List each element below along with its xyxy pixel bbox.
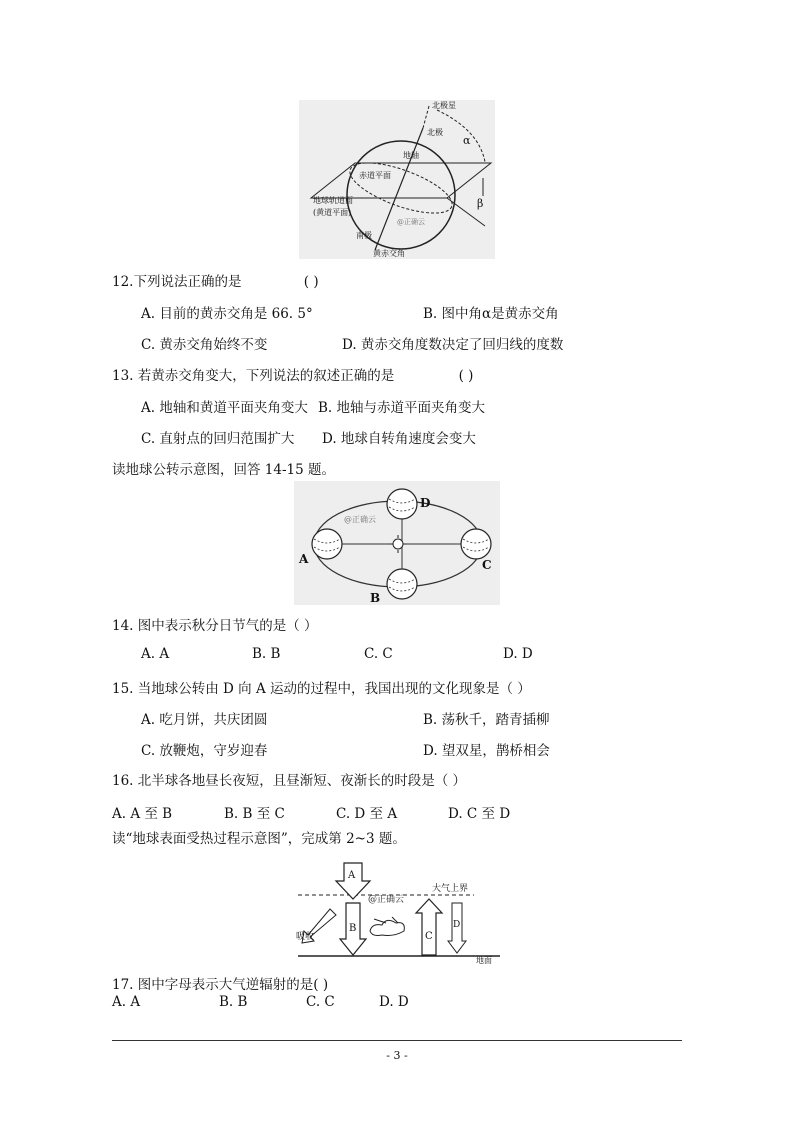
q15-stem: 15. 当地球公转由 D 向 A 运动的过程中，我国出现的文化现象是（ ） (112, 681, 531, 697)
obliquity-figure (299, 100, 495, 259)
fig2-watermark: @正确云 (344, 515, 376, 524)
q12-answer-paren: ( ) (303, 274, 319, 290)
position-d-label: D (420, 496, 431, 510)
obliquity-caption: 黄赤交角 (373, 249, 405, 258)
q16-option-a: A. A 至 B (112, 806, 173, 822)
equator-plane-label: 赤道平面 (359, 171, 391, 180)
fig1-watermark: @正确云 (397, 218, 425, 226)
alpha-label: α (463, 134, 471, 147)
q14-option-b: B. B (252, 646, 281, 662)
arrow-a-label: A (348, 870, 356, 881)
q14-option-d: D. D (503, 646, 533, 662)
arrow-c-label: C (425, 931, 433, 942)
q15-option-b: B. 荡秋千，踏青插柳 (423, 712, 550, 728)
revolution-figure (294, 481, 500, 605)
q15-option-c: C. 放鞭炮，守岁迎春 (141, 743, 268, 759)
q13-option-c: C. 直射点的回归范围扩大 (141, 431, 295, 447)
top-atmosphere-label: 大气上界 (432, 884, 469, 894)
q13-stem-text: 13. 若黄赤交角变大，下列说法的叙述正确的是 (112, 368, 395, 384)
position-b-label: B (370, 591, 381, 605)
q13-option-d: D. 地球自转角速度会变大 (322, 431, 476, 447)
q12-stem-text: 12.下列说法正确的是 (112, 274, 242, 290)
obliquity-diagram (299, 100, 495, 259)
ground-label: 地面 (476, 956, 492, 965)
orbit-plane-label: 地球轨道面 (313, 196, 353, 205)
arrow-b-label: B (349, 923, 357, 934)
intro-17: 读“地球表面受热过程示意图”，完成第 2~3 题。 (112, 831, 406, 847)
q17-stem: 17. 图中字母表示大气逆辐射的是( ) (112, 977, 329, 993)
q16-option-c: C. D 至 A (336, 806, 398, 822)
q15-option-d: D. 望双星，鹊桥相会 (423, 743, 550, 759)
q14-stem: 14. 图中表示秋分日节气的是（ ） (112, 618, 318, 634)
q17-option-b: B. B (219, 994, 248, 1010)
q14-option-a: A. A (141, 646, 170, 662)
heating-diagram (294, 859, 504, 967)
revolution-diagram (294, 481, 500, 605)
page-number: - 3 - (386, 1049, 408, 1062)
axis-label: 地轴 (403, 151, 419, 160)
intro-14-15: 读地球公转示意图，回答 14-15 题。 (112, 462, 336, 478)
south-pole-label: 南极 (356, 231, 372, 240)
q12-option-b: B. 图中角α是黄赤交角 (423, 306, 559, 322)
q13-option-a: A. 地轴和黄道平面夹角变大 (141, 400, 308, 416)
q17-option-c: C. C (306, 994, 335, 1010)
q13-answer-paren: ( ) (458, 368, 474, 384)
ecliptic-plane-label: (黄道平面) (313, 208, 352, 217)
q13-stem (112, 364, 473, 384)
beta-label: β (477, 197, 484, 210)
absorb-label: 吸收 (296, 932, 315, 942)
q12-stem (112, 270, 319, 290)
q12-option-a: A. 目前的黄赤交角是 66. 5° (141, 306, 313, 322)
polaris-label: 北极星 (432, 101, 456, 110)
q17-option-a: A. A (112, 994, 141, 1010)
fig3-watermark: @正确云 (368, 895, 405, 905)
footer-rule (112, 1040, 682, 1041)
arrow-d-label: D (453, 920, 461, 930)
q16-stem: 16. 北半球各地昼长夜短，且昼渐短、夜渐长的时段是（ ） (112, 773, 467, 789)
heating-figure (294, 859, 504, 967)
position-c-label: C (482, 558, 492, 572)
q17-option-d: D. D (379, 994, 409, 1010)
q16-option-d: D. C 至 D (448, 806, 511, 822)
q15-option-a: A. 吃月饼，共庆团圆 (141, 712, 268, 728)
north-pole-label: 北极 (427, 128, 443, 137)
q16-option-b: B. B 至 C (224, 806, 285, 822)
q12-option-c: C. 黄赤交角始终不变 (141, 337, 268, 353)
q14-option-c: C. C (364, 646, 393, 662)
position-a-label: A (299, 552, 309, 566)
q13-option-b: B. 地轴与赤道平面夹角变大 (318, 400, 486, 416)
q12-option-d: D. 黄赤交角度数决定了回归线的度数 (342, 337, 564, 353)
